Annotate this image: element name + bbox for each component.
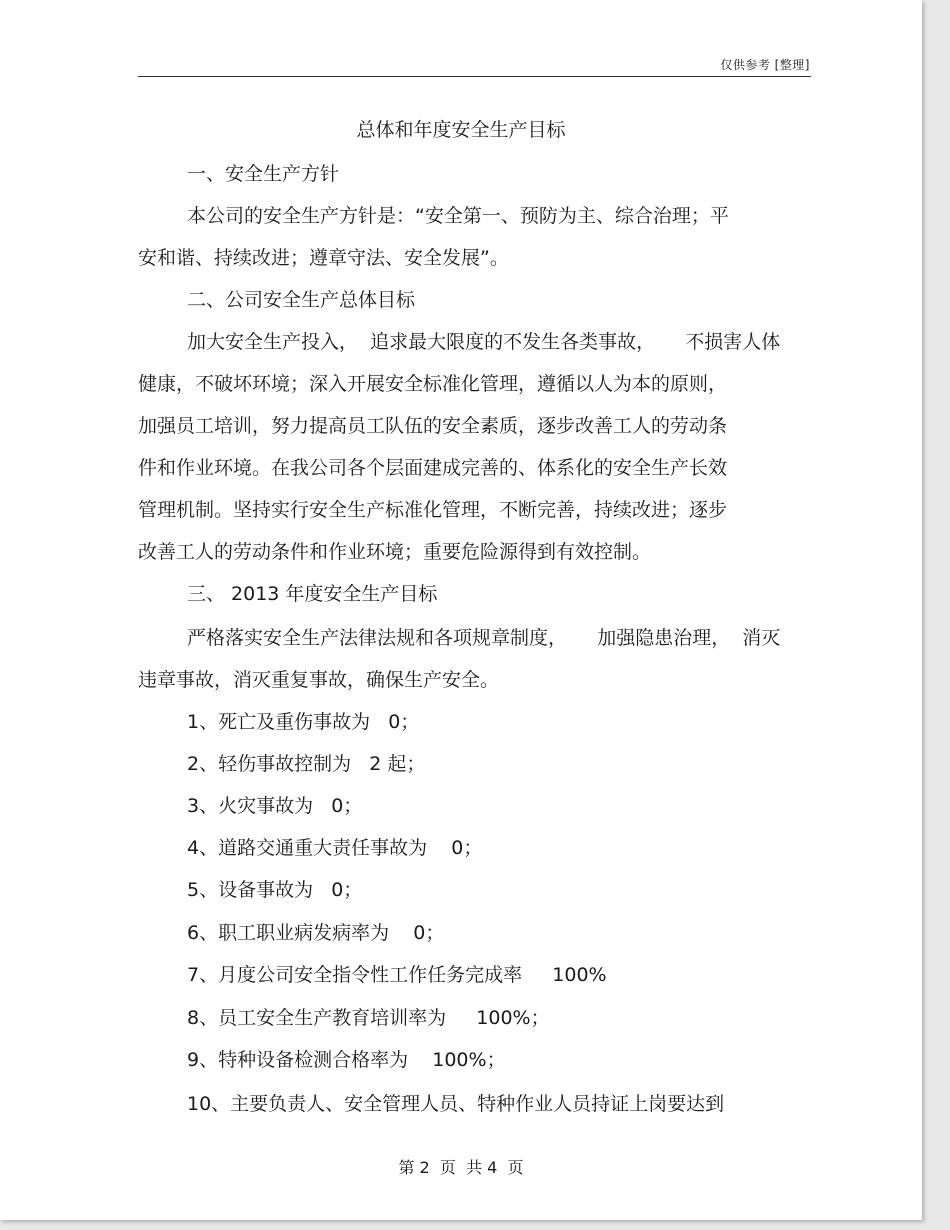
paragraph-line: 管理机制。坚持实行安全生产标准化管理，不断完善，持续改进；逐步 xyxy=(138,499,728,521)
header-note: 仅供参考 [整理] xyxy=(720,58,810,72)
paragraph-line: 件和作业环境。在我公司各个层面建成完善的、体系化的安全生产长效 xyxy=(138,457,728,479)
list-item: 4、道路交通重大责任事故为 0； xyxy=(187,837,483,859)
list-item: 1、死亡及重伤事故为 0； xyxy=(187,711,420,733)
paragraph-line: 加大安全生产投入， 追求最大限度的不发生各类事故， 不损害人体 xyxy=(187,331,781,353)
list-item: 7、月度公司安全指令性工作任务完成率 100% xyxy=(187,964,607,986)
section-heading-2: 二、公司安全生产总体目标 xyxy=(187,289,416,311)
header-divider xyxy=(138,76,811,77)
paragraph-line: 本公司的安全生产方针是：“安全第一、预防为主、综合治理；平 xyxy=(187,205,729,227)
paragraph-line: 改善工人的劳动条件和作业环境；重要危险源得到有效控制。 xyxy=(138,541,652,563)
list-item: 5、设备事故为 0； xyxy=(187,879,363,901)
list-item: 3、火灾事故为 0； xyxy=(187,795,363,817)
list-item: 9、特种设备检测合格率为 100%； xyxy=(187,1049,506,1071)
paragraph-line: 违章事故，消灭重复事故，确保生产安全。 xyxy=(138,669,500,691)
list-item: 8、员工安全生产教育培训率为 100%； xyxy=(187,1007,550,1029)
paragraph-line: 安和谐、持续改进；遵章守法、安全发展”。 xyxy=(138,247,509,269)
page-number: 第 2 页 共 4 页 xyxy=(398,1158,524,1177)
paragraph-line: 健康，不破坏环境；深入开展安全标准化管理，遵循以人为本的原则， xyxy=(138,373,728,395)
section-heading-1: 一、安全生产方针 xyxy=(187,163,340,185)
section-heading-3: 三、 2013 年度安全生产目标 xyxy=(187,583,438,605)
paragraph-line: 严格落实安全生产法律法规和各项规章制度， 加强隐患治理， 消灭 xyxy=(187,627,781,649)
paragraph-line: 加强员工培训，努力提高员工队伍的安全素质，逐步改善工人的劳动条 xyxy=(138,415,728,437)
list-item: 6、职工职业病发病率为 0； xyxy=(187,922,445,944)
list-item: 2、轻伤事故控制为 2 起； xyxy=(187,753,426,775)
list-item: 10、主要负责人、安全管理人员、特种作业人员持证上岗要达到 xyxy=(187,1093,725,1115)
document-title: 总体和年度安全生产目标 xyxy=(356,119,566,141)
